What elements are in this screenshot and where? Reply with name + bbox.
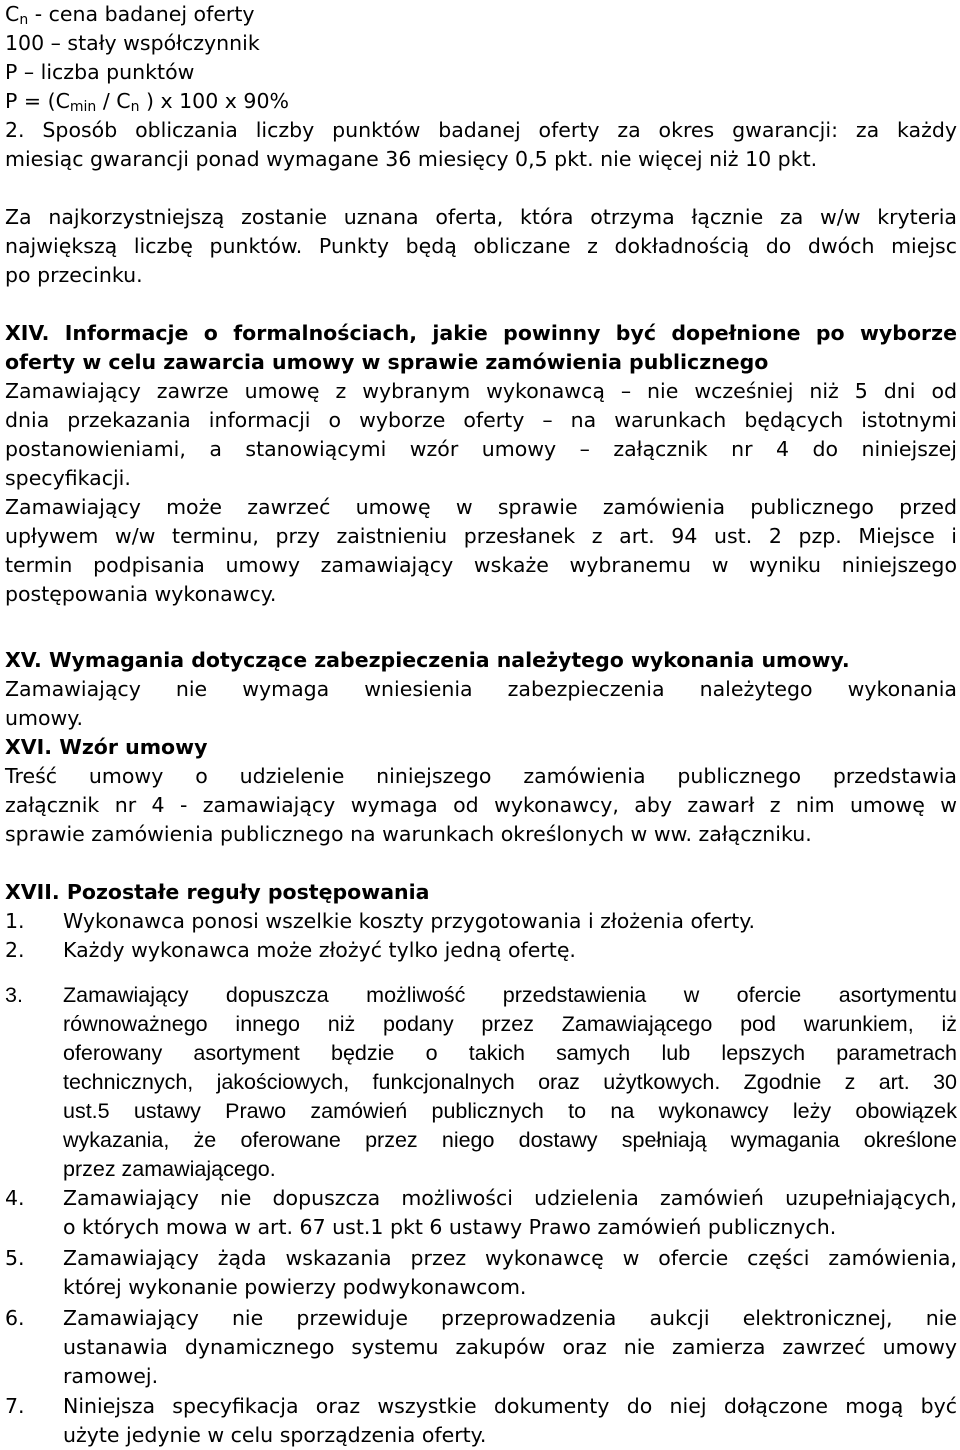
cn-symbol: C [5, 2, 20, 26]
section-xiv-line: dnia przekazania informacji o wyborze oferty – na warunkach będących istotnymi [5, 408, 957, 432]
list-item-line: technicznych, jakościowych, funkcjonalnych oraz użytkowych. Zgodnie z art. 30 [63, 1070, 957, 1094]
points-definition: P – liczba punktów [5, 60, 195, 84]
section-xiv-line: specyfikacji. [5, 466, 131, 490]
list-item-line: o których mowa w art. 67 ust.1 pkt 6 ustawy Prawo zamówień publicznych. [63, 1215, 837, 1239]
list-item-line: Zamawiający nie przewiduje przeprowadzenia aukcji elektronicznej, nie [63, 1306, 957, 1330]
section-xiv-heading-1: XIV. Informacje o formalnościach, jakie powinny być dopełnione po wyborze [5, 321, 957, 345]
list-item-line: Zamawiający dopuszcza możliwość przedstawienia w ofercie asortymentu [63, 983, 957, 1007]
list-item-line: wykazania, że oferowane przez niego dostawy spełniają wymagania określone [63, 1128, 957, 1152]
list-item-number: 7. [5, 1394, 25, 1418]
section-xiv-line: upływem w/w terminu, przy zaistnieniu przesłanek z art. 94 ust. 2 pzp. Miejsce i [5, 524, 957, 548]
formula-mid: / C [96, 89, 131, 113]
list-item-line: Zamawiający żąda wskazania przez wykonawcę w ofercie części zamówienia, [63, 1246, 957, 1270]
list-item-number: 4. [5, 1186, 25, 1210]
section-xiv-line: postępowania wykonawcy. [5, 582, 277, 606]
list-item-line: ramowej. [63, 1364, 159, 1388]
list-item-line: oferowany asortyment będzie o takich samych lub lepszych parametrach [63, 1041, 957, 1065]
list-item-number: 5. [5, 1246, 25, 1270]
list-item-line: ust.5 ustawy Prawo zamówień publicznych to na wykonawcy leży obowiązek [63, 1099, 957, 1123]
list-item-line: Każdy wykonawca może złożyć tylko jedną ofertę. [63, 938, 576, 962]
section-xv-line-2: umowy. [5, 706, 83, 730]
list-item-line: użyte jedynie w celu sporządzenia oferty. [63, 1423, 487, 1447]
list-item-line: przez zamawiającego. [63, 1157, 276, 1181]
section-xv-line-1: Zamawiający nie wymaga wniesienia zabezpieczenia należytego wykonania [5, 677, 957, 701]
list-item-number: 2. [5, 938, 25, 962]
list-item-line: której wykonanie powierzy podwykonawcom. [63, 1275, 527, 1299]
formula-min-subscript: min [69, 99, 97, 115]
section-xvi-line-3: sprawie zamówienia publicznego na warunkach określonych w ww. załączniku. [5, 822, 812, 846]
cn-text: - cena badanej oferty [28, 2, 255, 26]
best-offer-line-2: największą liczbę punktów. Punkty będą obliczane z dokładnością do dwóch miejsc [5, 234, 957, 258]
best-offer-line-3: po przecinku. [5, 263, 143, 287]
list-item-line: Niniejsza specyfikacja oraz wszystkie dokumenty do niej dołączone mogą być [63, 1394, 957, 1418]
constant-definition: 100 – stały współczynnik [5, 31, 260, 55]
cn-definition [5, 0, 255, 29]
price-formula [5, 87, 289, 116]
section-xv-heading: XV. Wymagania dotyczące zabezpieczenia należytego wykonania umowy. [5, 648, 850, 672]
list-item-line: Zamawiający nie dopuszcza możliwości udzielenia zamówień uzupełniających, [63, 1186, 957, 1210]
section-xvi-line-2: załącznik nr 4 - zamawiający wymaga od wykonawcy, aby zawarł z nim umowę w [5, 793, 957, 817]
list-item-number: 6. [5, 1306, 25, 1330]
section-xvi-line-1: Treść umowy o udzielenie niniejszego zamówienia publicznego przedstawia [5, 764, 957, 788]
warranty-line-2: miesiąc gwarancji ponad wymagane 36 miesięcy 0,5 pkt. nie więcej niż 10 pkt. [5, 147, 818, 171]
list-item-number: 1. [5, 909, 25, 933]
list-item-line: równoważnego innego niż podany przez Zamawiającego pod warunkiem, iż [63, 1012, 957, 1036]
list-item-line: Wykonawca ponosi wszelkie koszty przygotowania i złożenia oferty. [63, 909, 756, 933]
formula-end: ) x 100 x 90% [139, 89, 289, 113]
section-xvi-heading: XVI. Wzór umowy [5, 735, 208, 759]
section-xiv-line: Zamawiający może zawrzeć umowę w sprawie zamówienia publicznego przed [5, 495, 957, 519]
list-item-line: ustanawia dynamicznego systemu zakupów oraz nie zamierza zawrzeć umowy [63, 1335, 957, 1359]
list-item-number: 3. [5, 983, 23, 1007]
section-xvii-heading: XVII. Pozostałe reguły postępowania [5, 880, 430, 904]
section-xiv-line: postanowieniami, a stanowiącymi wzór umowy – załącznik nr 4 do niniejszej [5, 437, 957, 461]
section-xiv-line: termin podpisania umowy zamawiający wskaże wybranemu w wyniku niniejszego [5, 553, 957, 577]
warranty-line-1: 2. Sposób obliczania liczby punktów badanej oferty za okres gwarancji: za każdy [5, 118, 957, 142]
best-offer-line-1: Za najkorzystniejszą zostanie uznana oferta, która otrzyma łącznie za w/w kryteria [5, 205, 957, 229]
section-xiv-heading-2: oferty w celu zawarcia umowy w sprawie zamówienia publicznego [5, 350, 769, 374]
cn-subscript: n [19, 12, 29, 28]
formula-n-subscript: n [130, 99, 140, 115]
formula-start: P = (C [5, 89, 70, 113]
section-xiv-line: Zamawiający zawrze umowę z wybranym wykonawcą – nie wcześniej niż 5 dni od [5, 379, 957, 403]
